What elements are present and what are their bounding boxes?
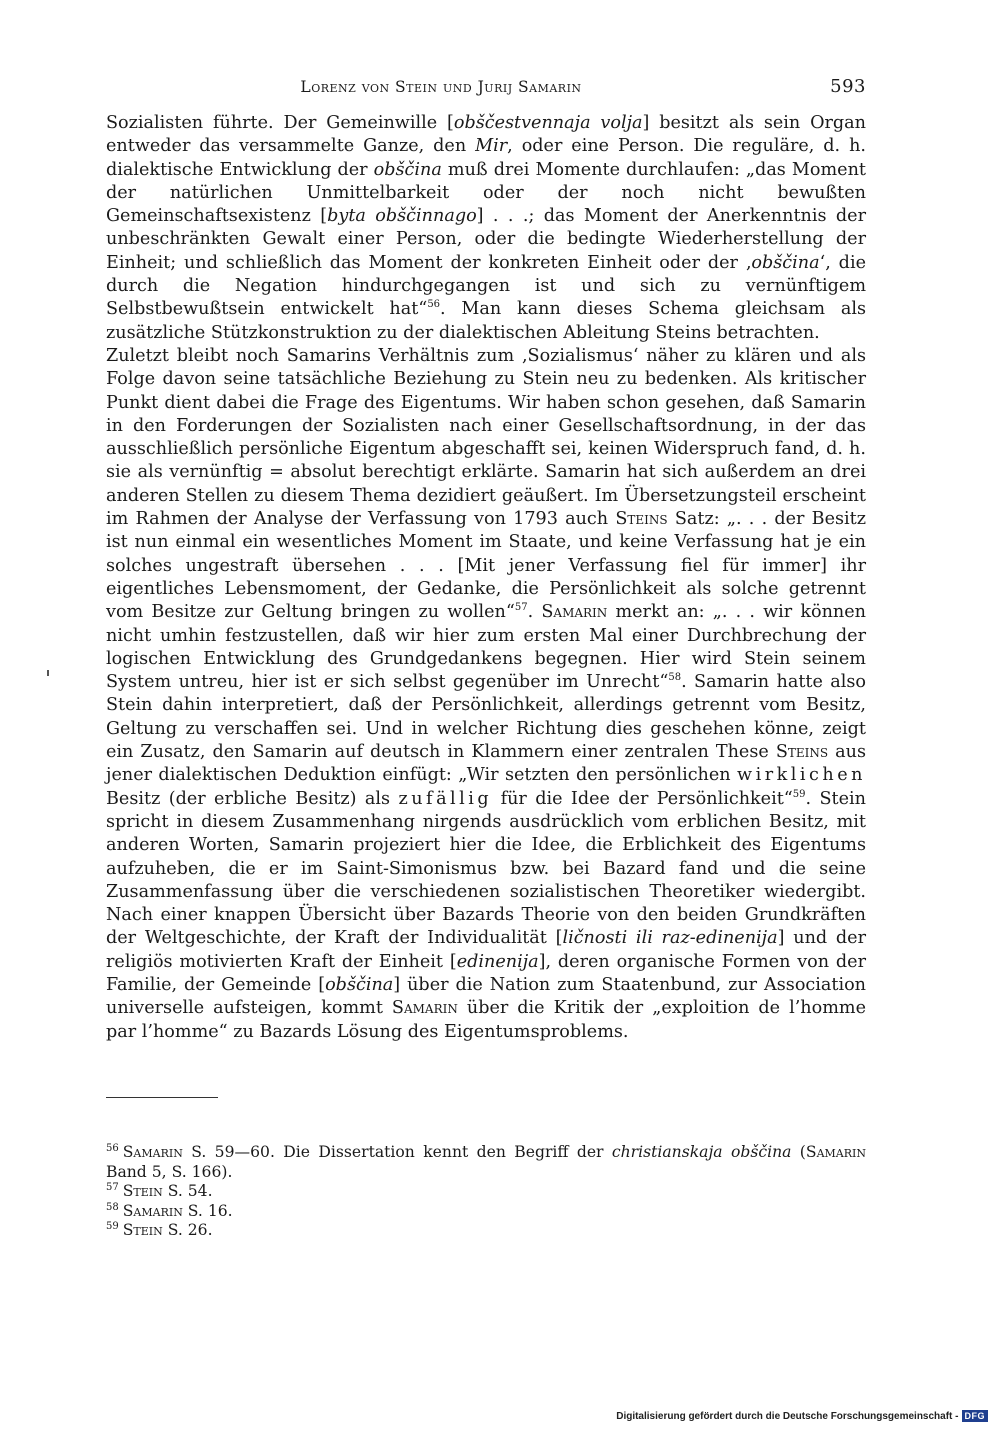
digitization-footer <box>616 1410 988 1422</box>
paragraph: Zuletzt bleibt noch Samarins Verhältnis zum ‚Sozialismus‘ näher zu klären und als Folge davon seine tatsächliche Beziehung zu Stein neu zu bedenken. Als kritischer Punkt dient dabei die Frage des Eigentums. Wir haben schon gesehen, daß Samarin in den Forderungen der Sozialisten nach einer Gesellschaftsordnung, in der das ausschließlich persönliche Eigentum abgeschafft sei, keinen Widerspruch fand, d. h. sie als vernünftig = absolut berechtigt erklärte. Samarin hat sich außerdem an drei anderen Stellen zu diesem Thema dezidiert geäußert. Im Übersetzungsteil erscheint im Rahmen der Analyse der Verfassung von 1793 auch Steins Satz: „. . . der Besitz ist nun einmal ein wesentliches Moment im Staate, und keine Verfassung hat je ein solches ungestraft übersehen . . . [Mit jener Verfassung fiel für immer] ihr eigentliches Lebensmoment, der Gedanke, die Persönlichkeit als solche getrennt vom Besitze zur Geltung bringen zu wollen“$^{57}$. Samarin merkt an: „. . . wir können nicht umhin festzustellen, daß wir hier zum ersten Mal einer Durchbrechung der logischen Entwicklung des Grundgedankens begegnen. Hier wird Stein seinem System untreu, hier ist er sich selbst gegenüber im Unrecht“$^{58}$. Samarin hatte also Stein dahin interpretiert, daß der Persönlichkeit, allerdings getrennt vom Besitz, Geltung zu verschaffen sei. Und in welcher Richtung dies geschehen könne, zeigt ein Zusatz, den Samarin auf deutsch in Klammern einer zentralen These Steins aus jener dialektischen Deduktion einfügt: „Wir setzten den persönlichen wirklichen Besitz (der erbliche Besitz) als zufällig für die Idee der Persönlichkeit“$^{59}$. Stein spricht in diesem Zusammenhang nirgends ausdrücklich vom erblichen Besitz, mit anderen Worten, Samarin projeziert hier die Idee, die Erblichkeit des Eigentums aufzuheben, die er im Saint-Simonismus bzw. bei Bazard fand und die seine Zusammenfassung über die verschiedenen sozialistischen Theoretiker wiedergibt. Nach einer knappen Übersicht über Bazards Theorie von den beiden Grundkräften der Weltgeschichte, der Kraft der Individualität [ličnosti ili raz-edinenija] und der religiös motivierten Kraft der Einheit [edinenija], deren organische Formen von der Familie, der Gemeinde [obščina] über die Nation zum Staatenbund, zur Association universelle aufsteigen, kommt Samarin über die Kritik der „exploition de l’homme par l’homme“ zu Bazards Lösung des Eigentumsproblems. <box>106 345 867 1042</box>
body-text <box>106 112 866 1044</box>
footnote-rule <box>106 1097 218 1098</box>
footnote-ref[interactable]: 57 <box>514 602 528 614</box>
page <box>106 70 866 1410</box>
digitization-note: Digitalisierung gefördert durch die Deutsche Forschungsgemeinschaft - <box>616 1410 959 1422</box>
footnote: $^{58}$ Samarin S. 16. <box>106 1201 233 1220</box>
footnote-ref[interactable]: 59 <box>792 788 806 800</box>
footnote: $^{56}$ Samarin S. 59—60. Die Dissertation kennt den Begriff der christianskaja obščina (Samarin Band 5, S. 166). <box>106 1143 866 1181</box>
page-number: 593 <box>830 76 866 97</box>
margin-mark <box>47 670 49 676</box>
dfg-logo-icon: DFG <box>962 1410 989 1422</box>
footnote-ref[interactable]: 58 <box>668 672 682 684</box>
footnote: $^{59}$ Stein S. 26. <box>106 1221 213 1239</box>
running-title: Lorenz von Stein und Jurij Samarin <box>300 78 582 96</box>
footnote: $^{57}$ Stein S. 54. <box>106 1182 213 1200</box>
paragraph: Sozialisten führte. Der Gemeinwille [obščestvennaja volja] besitzt als sein Organ entweder das versammelte Ganze, den Mir, oder eine Person. Die reguläre, d. h. dialektische Entwicklung der obščina muß drei Momente durchlaufen: „das Moment der natürlichen Unmittelbarkeit oder der noch nicht bewußten Gemeinschaftsexistenz [byta obščinnago] . . .; das Moment der Anerkenntnis der unbeschränkten Gewalt einer Person, oder die bedingte Wiederherstellung der Einheit; und schließlich das Moment der konkreten Einheit oder der ‚obščina‘, die durch die Negation hindurchgegangen ist und sich zu vernünftigem Selbstbewußtsein entwickelt hat“$^{56}$. Man kann dieses Schema gleichsam als zusätzliche Stützkonstruktion zu der dialektischen Ableitung Steins betrachten. <box>106 113 866 343</box>
footnotes <box>106 1143 866 1241</box>
footnote-ref[interactable]: 56 <box>427 299 441 311</box>
running-head <box>106 70 866 100</box>
